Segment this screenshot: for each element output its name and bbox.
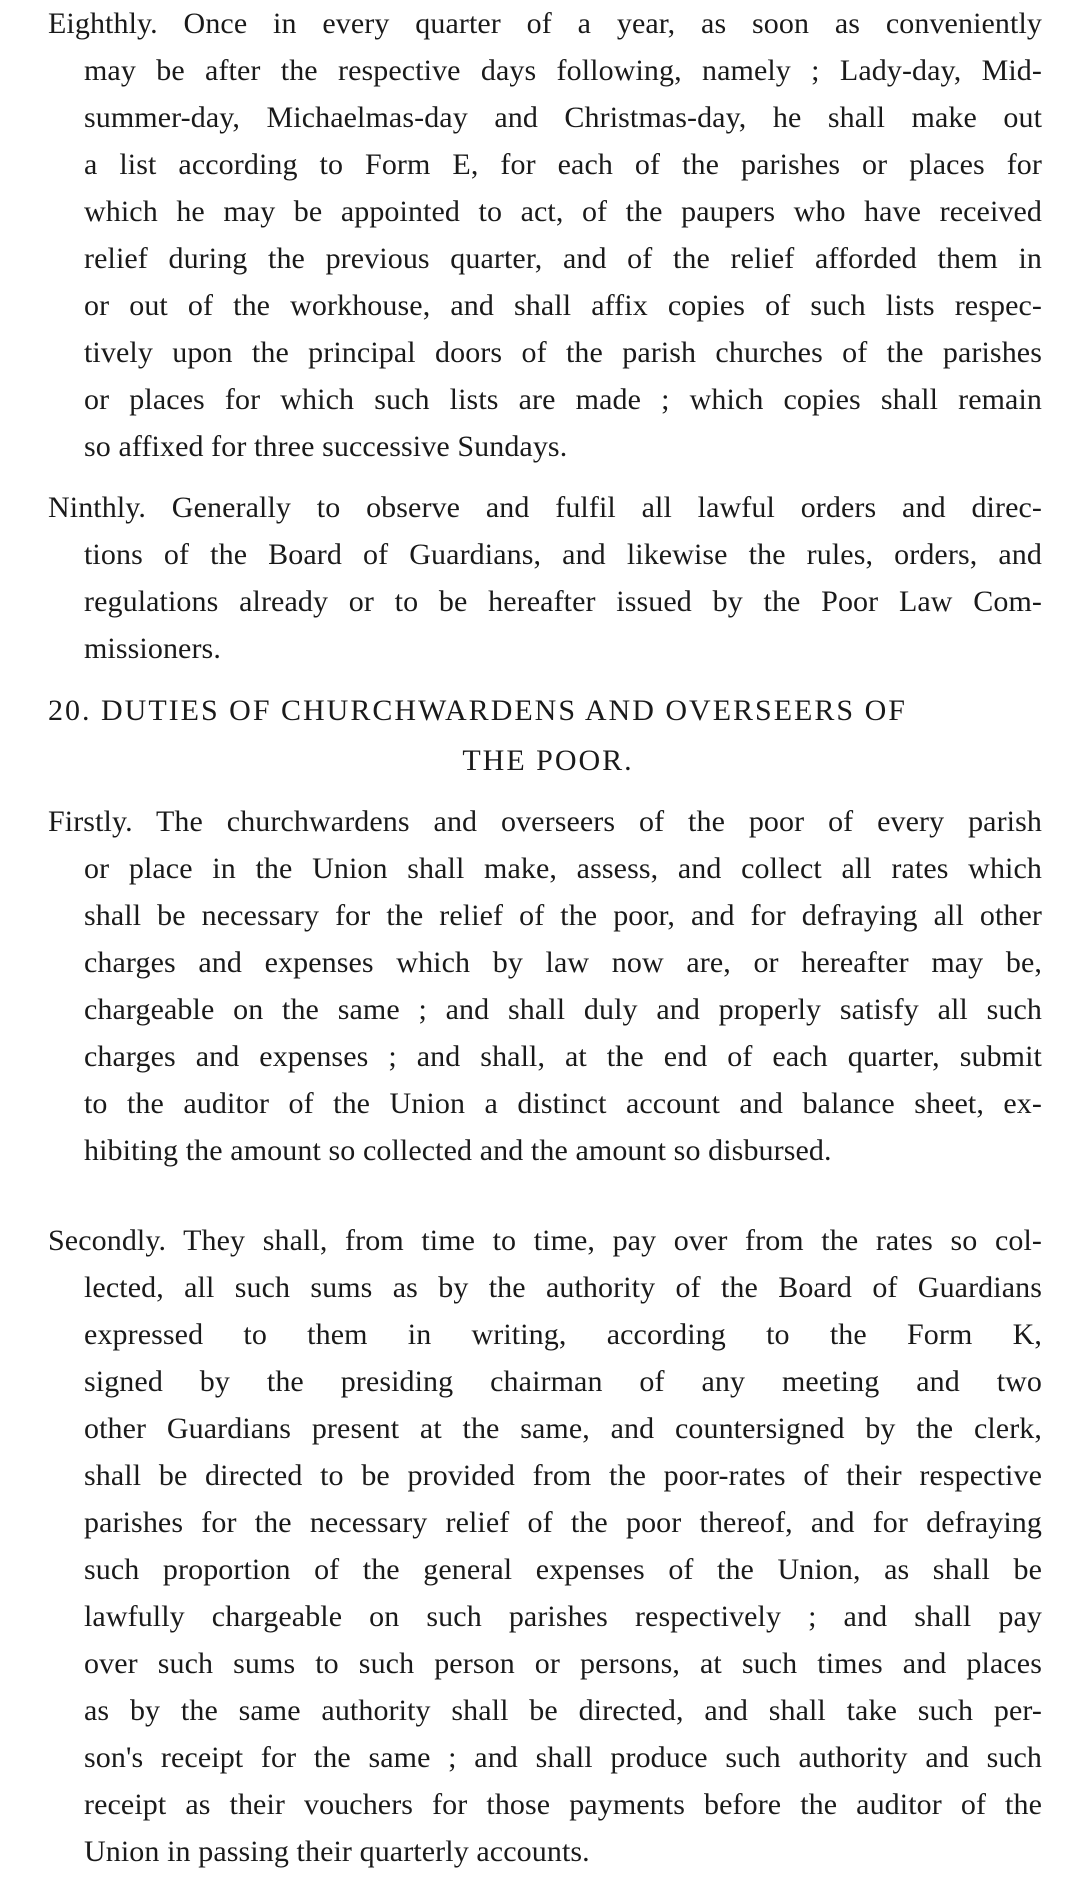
text-line: so affixed for three successive Sundays. [84, 430, 568, 463]
text-line: Eighthly. Once in every quarter of a year, as soon as conveniently [48, 7, 1042, 40]
text-line: a list according to Form E, for each of the parishes or places for [84, 148, 1042, 181]
text-line: which he may be appointed to act, of the paupers who have received [84, 195, 1042, 228]
text-line: lawfully chargeable on such parishes respectively ; and shall pay [84, 1600, 1042, 1633]
text-line: lected, all such sums as by the authority of the Board of Guardians [84, 1271, 1042, 1304]
text-line: Firstly. The churchwardens and overseers of the poor of every parish [48, 805, 1042, 838]
paragraph-eighthly [48, 0, 1048, 470]
text-line: over such sums to such person or persons, at such times and places [84, 1647, 1042, 1680]
section-heading [48, 686, 1048, 786]
text-line: tively upon the principal doors of the parish churches of the parishes [84, 336, 1042, 369]
text-line: as by the same authority shall be directed, and shall take such per- [84, 1694, 1042, 1727]
paragraph-firstly [48, 798, 1048, 1174]
text-line: son's receipt for the same ; and shall produce such authority and such [84, 1741, 1042, 1774]
text-line: other Guardians present at the same, and countersigned by the clerk, [84, 1412, 1042, 1445]
section-heading-line: 20. DUTIES OF CHURCHWARDENS AND OVERSEERS OF [48, 694, 907, 727]
text-line: to the auditor of the Union a distinct account and balance sheet, ex- [84, 1087, 1042, 1120]
text-line: parishes for the necessary relief of the poor thereof, and for defraying [84, 1506, 1042, 1539]
text-line: chargeable on the same ; and shall duly and properly satisfy all such [84, 993, 1042, 1026]
text-line: may be after the respective days following, namely ; Lady-day, Mid- [84, 54, 1042, 87]
text-line: or places for which such lists are made ; which copies shall remain [84, 383, 1042, 416]
text-line: or out of the workhouse, and shall affix copies of such lists respec- [84, 289, 1042, 322]
text-line: or place in the Union shall make, assess, and collect all rates which [84, 852, 1042, 885]
text-line: such proportion of the general expenses of the Union, as shall be [84, 1553, 1042, 1586]
text-line: regulations already or to be hereafter issued by the Poor Law Com- [84, 585, 1042, 618]
text-line: relief during the previous quarter, and of the relief afforded them in [84, 242, 1042, 275]
text-line: signed by the presiding chairman of any meeting and two [84, 1365, 1042, 1398]
section-heading-line: THE POOR. [462, 744, 634, 777]
paragraph-ninthly [48, 484, 1048, 672]
text-line: charges and expenses ; and shall, at the end of each quarter, submit [84, 1040, 1042, 1073]
text-line: shall be necessary for the relief of the poor, and for defraying all other [84, 899, 1042, 932]
text-line: hibiting the amount so collected and the amount so disbursed. [84, 1134, 832, 1167]
paragraph-secondly [48, 1217, 1048, 1875]
text-line: missioners. [84, 632, 221, 665]
text-line: summer-day, Michaelmas-day and Christmas-day, he shall make out [84, 101, 1042, 134]
text-line: Union in passing their quarterly accounts. [84, 1835, 590, 1868]
text-line: Ninthly. Generally to observe and fulfil all lawful orders and direc- [48, 491, 1042, 524]
text-line: receipt as their vouchers for those payments before the auditor of the [84, 1788, 1042, 1821]
text-line: expressed to them in writing, according to the Form K, [84, 1318, 1042, 1351]
text-line: shall be directed to be provided from the poor-rates of their respective [84, 1459, 1042, 1492]
text-line: charges and expenses which by law now are, or hereafter may be, [84, 946, 1042, 979]
text-line: Secondly. They shall, from time to time, pay over from the rates so col- [48, 1224, 1042, 1257]
text-line: tions of the Board of Guardians, and likewise the rules, orders, and [84, 538, 1042, 571]
